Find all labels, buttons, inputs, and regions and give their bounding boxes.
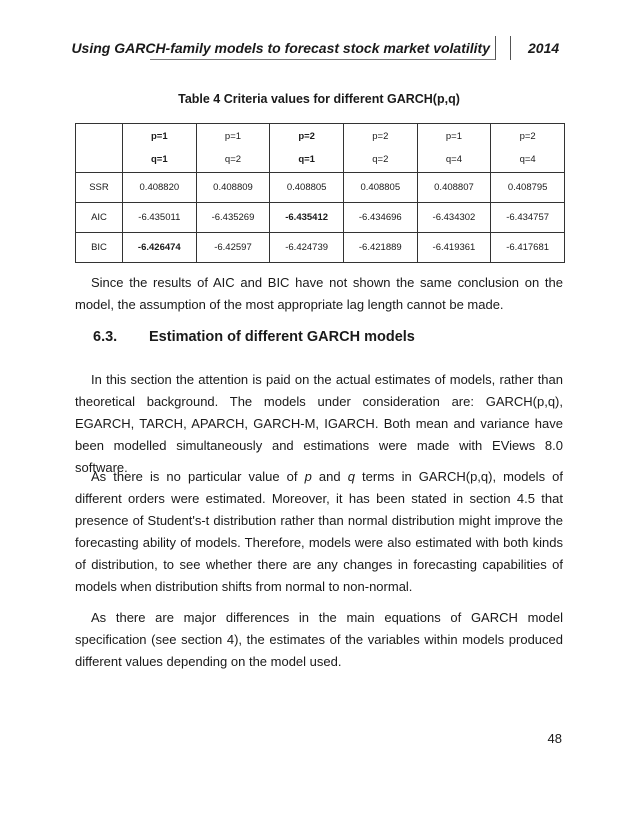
table-row-ssr [76,173,565,203]
table-cell: 0.408807 [417,173,491,203]
table-cell: 0.408795 [491,173,565,203]
section-heading [93,329,415,345]
table-cell-best: -6.435412 [270,203,344,233]
section-title: Estimation of different GARCH models [149,329,415,345]
row-label: SSR [76,173,123,203]
table-cell: 0.408805 [343,173,417,203]
table-cell: -6.42597 [196,233,270,263]
corner-cell [76,124,123,173]
header-year: 2014 [528,40,560,56]
header-cell [343,124,417,173]
table-cell: -6.421889 [343,233,417,263]
page-number: 48 [547,731,562,746]
header-separator [495,36,511,60]
header-cell [196,124,270,173]
header-rule [150,59,495,60]
p-label: p=1 [445,131,463,142]
table-cell: -6.424739 [270,233,344,263]
table-caption: Table 4 Criteria values for different GARCH(p,q) [178,92,460,106]
table-cell: 0.408805 [270,173,344,203]
criteria-table [75,123,565,263]
paragraph-differences: As there are major differences in the main equations of GARCH model specification (see section 4), the estimates of the variables within models produced different values depending on the model used. [75,610,563,669]
header-cell [270,124,344,173]
p-label: p=2 [298,131,315,142]
q-label: q=1 [298,154,315,165]
table-cell: -6.434757 [491,203,565,233]
table-cell: -6.435011 [123,203,197,233]
running-header [0,36,638,66]
header-title: Using GARCH-family models to forecast stock market volatility [71,40,490,56]
table-cell: 0.408820 [123,173,197,203]
text-run-italic: p [304,469,312,484]
q-label: q=1 [151,154,168,165]
table-row-aic [76,203,565,233]
paragraph-orders [75,466,563,598]
header-cell [417,124,491,173]
row-label: AIC [76,203,123,233]
text-run-italic: q [347,469,355,484]
paragraph-intro: In this section the attention is paid on the actual estimates of models, rather than theoretical background. The models under consideration are: GARCH(p,q), EGARCH, TARCH, APARCH, GARCH-M, IGARCH. Both mean and variance have been modelled simultaneously and estimations were made with EViews 8.0 software. [75,372,563,475]
table-row-bic [76,233,565,263]
table-cell: 0.408809 [196,173,270,203]
row-label: BIC [76,233,123,263]
text-run: terms in GARCH(p,q), models of different orders were estimated. Moreover, it has been stated in section 4.5 that presence of Student's-t distribution rather than normal distribution might improve the forecasting ability of models. Therefore, models were also estimated with both kinds of distribution, to see whether there are any changes in forecasting capabilities of models when distribution shifts from normal to non-normal. [75,469,563,594]
text-run: and [311,469,348,484]
q-label: q=4 [519,154,536,165]
p-label: p=2 [372,131,389,142]
table-cell: -6.435269 [196,203,270,233]
table-cell: -6.434302 [417,203,491,233]
text-run: As there is no particular value of [91,469,305,484]
table-header-row [76,124,565,173]
q-label: q=2 [224,154,242,165]
p-label: p=1 [224,131,242,142]
paragraph-aic-bic: Since the results of AIC and BIC have not shown the same conclusion on the model, the assumption of the most appropriate lag length cannot be made. [75,275,563,312]
section-number: 6.3. [93,329,118,345]
table-cell-best: -6.426474 [123,233,197,263]
table-cell: -6.417681 [491,233,565,263]
q-label: q=2 [372,154,389,165]
table-cell: -6.434696 [343,203,417,233]
q-label: q=4 [445,154,463,165]
p-label: p=1 [151,131,168,142]
header-cell [491,124,565,173]
header-cell [123,124,197,173]
table-cell: -6.419361 [417,233,491,263]
p-label: p=2 [519,131,536,142]
